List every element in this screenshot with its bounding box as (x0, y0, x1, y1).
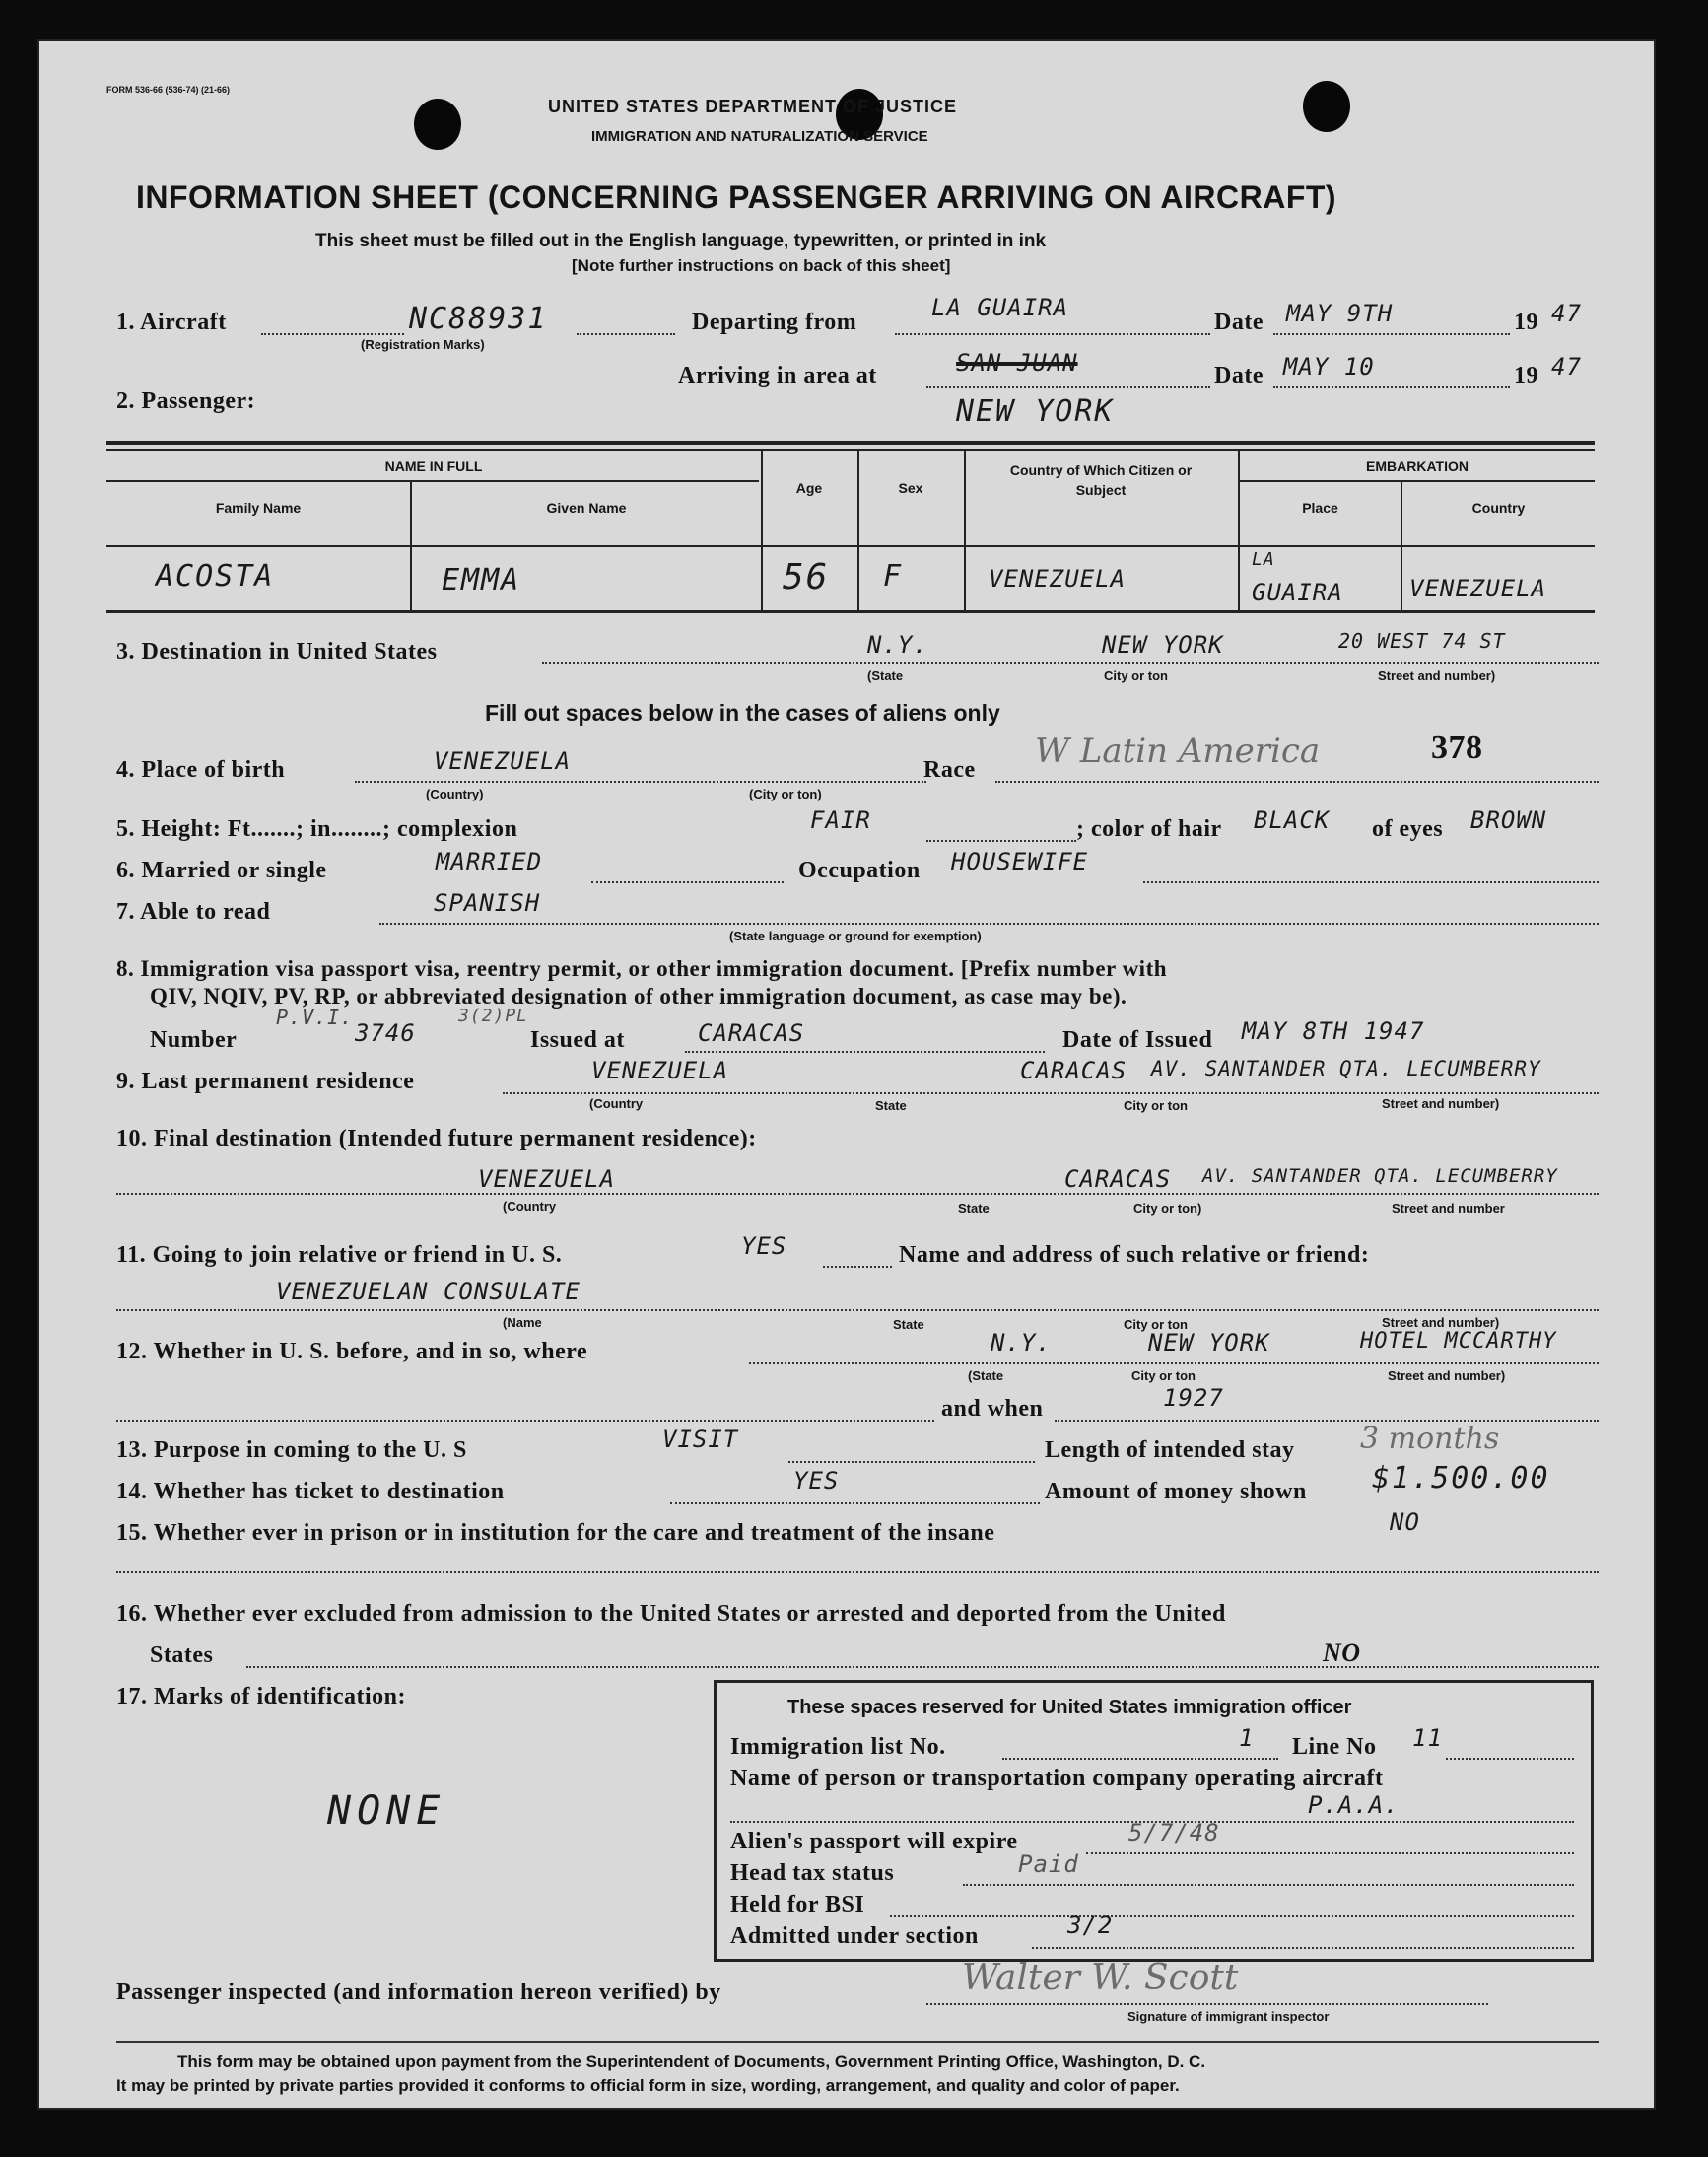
registration-value: NC88931 (409, 302, 548, 336)
date-value: MAY 9TH (1286, 300, 1394, 327)
dots (379, 923, 1599, 925)
last-residence-country: VENEZUELA (591, 1057, 729, 1084)
company-label: Name of person or transportation company operating aircraft (730, 1766, 1384, 1791)
country-caption-10: (Country (503, 1199, 557, 1214)
name-in-full-header: NAME IN FULL (384, 458, 483, 474)
inspector-signature: Walter W. Scott (962, 1958, 1239, 1998)
race-label: Race (923, 757, 976, 783)
punch-hole-left (414, 99, 461, 150)
state-caption-11: State (893, 1317, 924, 1332)
year-prefix: 19 (1514, 310, 1538, 335)
city-caption-11: City or ton (1124, 1317, 1188, 1332)
arrive-year-value: 47 (1551, 353, 1582, 381)
footer-line1: This form may be obtained upon payment from the Superintendent of Documents, Government Printing Office, Washington, D. C. (177, 2053, 1206, 2071)
stay-value: 3 months (1360, 1422, 1500, 1456)
dots (823, 1266, 892, 1268)
occupation-label: Occupation (798, 858, 921, 883)
departing-label: Departing from (692, 310, 857, 335)
excluded-line2: States (150, 1642, 214, 1668)
embarkation-header: EMBARKATION (1366, 458, 1469, 474)
prison-value: NO (1390, 1508, 1420, 1536)
dots (995, 781, 1599, 783)
state-caption-12: (State (968, 1368, 1004, 1383)
city-caption: City or ton (1104, 668, 1168, 683)
arrive-year-prefix: 19 (1514, 363, 1538, 388)
section-label: Admitted under section (730, 1923, 979, 1949)
money-label: Amount of money shown (1045, 1479, 1307, 1504)
dots (963, 1884, 1574, 1886)
prison-label: 15. Whether ever in prison or in institution for the care and treatment of the insane (116, 1520, 995, 1546)
dots (890, 1915, 1574, 1917)
money-value: $1.500.00 (1372, 1461, 1550, 1496)
street-caption-12: Street and number) (1388, 1368, 1506, 1383)
department-name: UNITED STATES DEPARTMENT OF JUSTICE (548, 97, 958, 116)
city-caption-12: City or ton (1131, 1368, 1196, 1383)
purpose-value: VISIT (662, 1426, 739, 1453)
officer-box (714, 1680, 1594, 1962)
occupation-value: HOUSEWIFE (951, 848, 1089, 875)
destination-label: 3. Destination in United States (116, 639, 438, 664)
dots (577, 333, 675, 335)
section-value: 3/2 (1067, 1912, 1114, 1939)
last-residence-label: 9. Last permanent residence (116, 1069, 415, 1094)
line-value: 11 (1412, 1724, 1443, 1752)
city-or-ton-caption: (City or ton) (749, 787, 822, 801)
list-label: Immigration list No. (730, 1734, 946, 1760)
excluded-line1: 16. Whether ever excluded from admission to the United States or arrested and deported from the United (116, 1601, 1226, 1627)
date-issued-value: MAY 8TH 1947 (1242, 1017, 1425, 1045)
number-value: 3746 (355, 1019, 416, 1047)
form-title: INFORMATION SHEET (CONCERNING PASSENGER ARRIVING ON AIRCRAFT) (136, 179, 1337, 215)
form-sheet (37, 39, 1656, 2110)
officer-box-title: These spaces reserved for United States immigration officer (787, 1697, 1352, 1718)
sex-value: F (883, 559, 904, 593)
city-caption-10: City or ton) (1133, 1201, 1202, 1216)
form-note: [Note further instructions on back of this sheet] (572, 256, 951, 275)
able-to-read-label: 7. Able to read (116, 899, 271, 925)
place-value-line1: LA (1252, 549, 1275, 570)
country-caption: (Country) (426, 787, 484, 801)
street-caption-10: Street and number (1392, 1201, 1505, 1216)
issued-label: Issued at (530, 1027, 625, 1053)
dots (116, 1309, 1599, 1311)
dots (685, 1051, 1045, 1053)
line-label: Line No (1292, 1734, 1377, 1760)
previously-in-us-label: 12. Whether in U. S. before, and in so, where (116, 1339, 588, 1364)
city-caption-9: City or ton (1124, 1098, 1188, 1113)
dots (1273, 333, 1510, 335)
country-header: Country (1471, 500, 1526, 516)
bsi-label: Held for BSI (730, 1892, 865, 1917)
relative-name-value: VENEZUELAN CONSULATE (276, 1278, 581, 1305)
form-subtitle: This sheet must be filled out in the English language, typewritten, or printed in ink (315, 231, 1047, 251)
dots (895, 333, 1210, 335)
dots (116, 1420, 934, 1422)
ticket-value: YES (793, 1467, 840, 1495)
country-caption-9: (Country (589, 1096, 644, 1111)
issued-value: CARACAS (698, 1019, 805, 1047)
dots (1002, 1758, 1278, 1760)
last-residence-street: AV. SANTANDER QTA. LECUMBERRY (1151, 1057, 1541, 1080)
country-value: VENEZUELA (1409, 575, 1547, 602)
race-value: W Latin America (1035, 731, 1321, 771)
language-caption: (State language or ground for exemption) (729, 929, 982, 943)
previous-city: NEW YORK (1148, 1329, 1270, 1357)
able-to-read-value: SPANISH (434, 889, 541, 917)
destination-state: N.Y. (867, 631, 928, 659)
dots (1143, 881, 1599, 883)
inspection-label: Passenger inspected (and information hereon verified) by (116, 1980, 721, 2005)
dots (926, 840, 1076, 842)
dots (503, 1092, 1599, 1094)
marks-label: 17. Marks of identification: (116, 1684, 406, 1709)
age-header: Age (795, 480, 823, 496)
place-of-birth-value: VENEZUELA (434, 747, 572, 775)
arriving-value: NEW YORK (956, 394, 1115, 429)
height-complexion-label: 5. Height: Ft.......; in........; complexion (116, 816, 518, 842)
dots (1273, 386, 1510, 388)
dots (1032, 1947, 1574, 1949)
state-caption-9: State (875, 1098, 907, 1113)
name-caption-11: (Name (503, 1315, 542, 1330)
immigration-doc-line1: 8. Immigration visa passport visa, reentry permit, or other immigration document. [Prefix number with (116, 956, 1168, 981)
tax-label: Head tax status (730, 1860, 895, 1886)
given-name-header: Given Name (546, 500, 627, 516)
dots (261, 333, 404, 335)
ticket-label: 14. Whether has ticket to destination (116, 1479, 505, 1504)
footer-divider (116, 2041, 1599, 2043)
excluded-value: NO (1323, 1638, 1361, 1667)
service-name: IMMIGRATION AND NATURALIZATION SERVICE (591, 128, 928, 145)
previous-state: N.Y. (991, 1329, 1052, 1357)
married-value: MARRIED (436, 848, 543, 875)
married-label: 6. Married or single (116, 858, 327, 883)
dots (788, 1461, 1035, 1463)
departing-value: LA GUAIRA (931, 294, 1069, 321)
dots (591, 881, 784, 883)
family-name-header: Family Name (215, 500, 302, 516)
marks-value: NONE (327, 1788, 446, 1834)
aliens-heading: Fill out spaces below in the cases of aliens only (485, 700, 1000, 726)
when-label: and when (941, 1396, 1044, 1422)
arrive-date-value: MAY 10 (1283, 353, 1375, 381)
destination-street: 20 WEST 74 ST (1338, 629, 1506, 653)
company-value: P.A.A. (1308, 1791, 1400, 1819)
sex-header: Sex (898, 480, 923, 496)
join-relative-label: 11. Going to join relative or friend in U. S. (116, 1242, 563, 1268)
date-label: Date (1214, 310, 1264, 335)
relative-name-label: Name and address of such relative or friend: (899, 1242, 1370, 1268)
dots (1086, 1852, 1574, 1854)
final-destination-street: AV. SANTANDER QTA. LECUMBERRY (1202, 1165, 1558, 1187)
dots (116, 1193, 1599, 1195)
aircraft-label: 1. Aircraft (116, 310, 227, 335)
immigration-doc-line2: QIV, NQIV, PV, RP, or abbreviated designation of other immigration document, as case may be). (150, 984, 1127, 1009)
form-number: FORM 536-66 (536-74) (21-66) (106, 85, 231, 95)
dots (926, 386, 1210, 388)
stay-label: Length of intended stay (1045, 1437, 1295, 1463)
passenger-label: 2. Passenger: (116, 388, 256, 414)
purpose-label: 13. Purpose in coming to the U. S (116, 1437, 467, 1463)
dots (926, 2003, 1488, 2005)
arriving-struck-value: SAN JUAN (956, 349, 1078, 377)
passport-value: 5/7/48 (1128, 1819, 1220, 1846)
place-value-line2: GUAIRA (1252, 579, 1343, 606)
hair-value: BLACK (1254, 806, 1331, 834)
section-note: 3(2)PL (458, 1006, 529, 1026)
family-name-value: ACOSTA (156, 559, 275, 593)
tax-value: Paid (1018, 1850, 1079, 1878)
final-destination-country: VENEZUELA (478, 1165, 616, 1193)
dots (1055, 1420, 1599, 1422)
street-caption-11: Street and number) (1382, 1315, 1500, 1330)
number-label: Number (150, 1027, 238, 1053)
dots (749, 1362, 1599, 1364)
footer-line2: It may be printed by private parties provided it conforms to official form in size, wording, arrangement, and quality and color of paper. (116, 2076, 1180, 2095)
citizen-header: Country of Which Citizen or Subject (1009, 462, 1193, 498)
prefix-value: P.V.I. (276, 1006, 354, 1029)
dots (1446, 1758, 1574, 1760)
dots (670, 1502, 1040, 1504)
street-caption-9: Street and number) (1382, 1096, 1500, 1111)
given-name-value: EMMA (442, 563, 521, 597)
passenger-table (106, 441, 1595, 613)
destination-city: NEW YORK (1102, 631, 1224, 659)
passport-label: Alien's passport will expire (730, 1829, 1018, 1854)
place-header: Place (1302, 500, 1338, 516)
final-destination-city-street: CARACAS (1064, 1165, 1172, 1193)
punch-hole-right (1303, 81, 1350, 132)
complexion-value: FAIR (810, 806, 871, 834)
race-code: 378 (1431, 730, 1483, 766)
year-value: 47 (1551, 300, 1582, 327)
eyes-value: BROWN (1470, 806, 1547, 834)
arrive-date-label: Date (1214, 363, 1264, 388)
state-caption: (State (867, 668, 904, 683)
when-value: 1927 (1163, 1384, 1224, 1412)
state-caption-10: State (958, 1201, 990, 1216)
list-value: 1 (1239, 1724, 1255, 1752)
place-of-birth-label: 4. Place of birth (116, 757, 286, 783)
age-value: 56 (783, 557, 830, 597)
previous-street: HOTEL MCCARTHY (1360, 1329, 1557, 1354)
arriving-label: Arriving in area at (678, 363, 877, 388)
final-destination-label: 10. Final destination (Intended future permanent residence): (116, 1126, 757, 1151)
registration-caption: (Registration Marks) (361, 337, 485, 352)
hair-label: ; color of hair (1076, 816, 1222, 842)
eyes-label: of eyes (1372, 816, 1444, 842)
last-residence-city: CARACAS (1020, 1057, 1127, 1084)
dots (355, 781, 926, 783)
dots (116, 1571, 1599, 1573)
join-relative-value: YES (741, 1232, 787, 1260)
signature-caption: Signature of immigrant inspector (1127, 2009, 1330, 2024)
citizen-value: VENEZUELA (989, 565, 1127, 592)
date-issued-label: Date of Issued (1062, 1027, 1213, 1053)
dots (246, 1666, 1599, 1668)
street-caption: Street and number) (1378, 668, 1496, 683)
dots (542, 662, 1599, 664)
